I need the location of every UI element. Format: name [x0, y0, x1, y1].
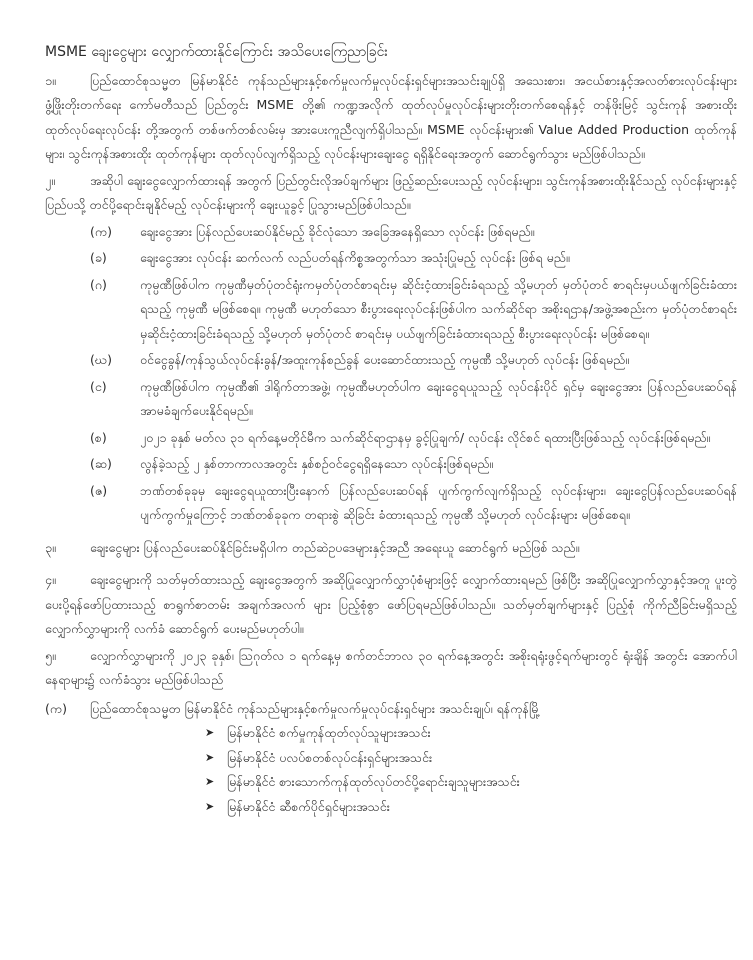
- paragraph-number: ၅။: [45, 647, 56, 663]
- paragraph-text: အဆိုပါ ချေးငွေလျှောက်ထားရန် အတွက် ပြည်တွင်းလိုအပ်ချက်များ ဖြည့်ဆည်းပေးသည့် လုပ်ငန်းများ၊ သွင်းကုန်အစားထိုးနိုင်သည့် လုပ်ငန်းများနှင့် ပြည်ပသို့ တင်ပို့ရောင်းချနိုင်မည့် လုပ်ငန်းများကို ချေးယူခွင့် ပြုသွားမည်ဖြစ်ပါသည်။: [45, 172, 737, 212]
- paragraph-5: [45, 644, 737, 693]
- criteria-text: ချေးငွေအား လုပ်ငန်း ဆက်လက် လည်ပတ်ရန်ကိစ္စအတွက်သာ အသုံးပြုမည့် လုပ်ငန်း ဖြစ်ရ မည်။: [140, 250, 570, 265]
- criteria-label: (ဇ): [90, 482, 108, 498]
- paragraph-2: [45, 169, 737, 218]
- criteria-text: ဘဏ်တစ်ခုခုမှ ချေးငွေရယူထားပြီးနောက် ပြန်လည်ပေးဆပ်ရန် ပျက်ကွက်လျက်ရှိသည့် လုပ်ငန်းများ၊ ချေးငွေပြန်လည်ပေးဆပ်ရန် ပျက်ကွက်မှုကြောင့် ဘဏ်တစ်ခုခုက တရားစွဲ ဆိုခြင်း ခံထားရသည့် ကုမ္ပဏီ သို့မဟုတ် လုပ်ငန်းများ မဖြစ်စေရ။: [140, 482, 737, 522]
- document-title: MSME ချေးငွေများ လျှောက်ထားနိုင်ကြောင်း အသိပေးကြေညာခြင်း: [45, 44, 388, 60]
- criteria-item: [45, 246, 737, 271]
- paragraph-number: ၁။: [45, 72, 56, 88]
- arrowhead-bullet-icon: ➤: [205, 726, 215, 739]
- announcement-document: [45, 40, 737, 819]
- location-main: [45, 697, 737, 722]
- location-item: [205, 795, 737, 820]
- location-item-text: မြန်မာနိုင်ငံ စားသောက်ကုန်ထုတ်လုပ်တင်ပို့ရောင်းချသူများအသင်း: [227, 774, 520, 789]
- criteria-item: [45, 479, 737, 528]
- paragraph-text: ပြည်ထောင်စုသမ္မတ မြန်မာနိုင်ငံ ကုန်သည်များနှင့်စက်မှုလက်မှုလုပ်ငန်းရှင်များအသင်းချုပ်ရှိ အသေးစား၊ အငယ်စားနှင့်အလတ်စားလုပ်ငန်းများ ဖွံ့ဖြိုးတိုးတက်ရေး ကော်မတီသည် ပြည်တွင်း MSME တို့၏ ကဏ္ဍအလိုက် ထုတ်လုပ်မှုလုပ်ငန်းများတိုးတက်စေရန်နှင့် တန်ဖိုးမြင့် သွင်းကုန် အစားထိုး ထုတ်လုပ်ရေးလုပ်ငန်း တို့အတွက် တစ်ဖက်တစ်လမ်းမှ အားပေးကူညီလျက်ရှိပါသည်။ MSME လုပ်ငန်းများ၏ Value Added Production ထုတ်ကုန်များ၊ သွင်းကုန်အစားထိုး ထုတ်ကုန်များ ထုတ်လုပ်လျက်ရှိသည့် လုပ်ငန်းများချေးငွေ ရရှိနိုင်ရေးအတွက် ဆောင်ရွက်သွား မည်ဖြစ်ပါသည်။: [45, 72, 737, 161]
- location-item: [205, 770, 737, 795]
- paragraph-4: [45, 568, 737, 642]
- paragraph-text: လျှောက်လွှာများကို ၂၀၂၃ ခုနှစ်၊ ဩဂုတ်လ ၁ ရက်နေ့မှ စက်တင်ဘာလ ၃၀ ရက်နေ့အတွင်း အစိုးရရုံးဖွင့်ရက်များတွင် ရုံးချိန် အတွင်း အောက်ပါနေရာများ၌ လက်ခံသွား မည်ဖြစ်ပါသည်: [45, 647, 737, 687]
- paragraph-1: [45, 69, 737, 167]
- criteria-label: (က): [90, 223, 112, 239]
- location-text: ပြည်ထောင်စုသမ္မတ မြန်မာနိုင်ငံ ကုန်သည်များနှင့်စက်မှုလက်မှုလုပ်ငန်းရှင်များ အသင်းချုပ်၊ ရန်ကုန်မြို့: [90, 700, 541, 716]
- location-item-text: မြန်မာနိုင်ငံ စက်မှုကုန်ထုတ်လုပ်သူများအသင်း: [227, 725, 431, 740]
- paragraph-number: ၂။: [45, 172, 55, 188]
- paragraph-number: ၄။: [45, 572, 56, 587]
- criteria-item: [45, 220, 737, 245]
- criteria-text: လွန်ခဲ့သည့် ၂ နှစ်တာကာလအတွင်း နှစ်စဉ်ဝင်ငွေရရှိနေသော လုပ်ငန်းဖြစ်ရမည်။: [140, 456, 494, 471]
- criteria-label: (ဆ): [90, 456, 112, 471]
- location-list: [45, 721, 737, 819]
- criteria-item: [45, 426, 737, 451]
- arrowhead-bullet-icon: ➤: [205, 775, 215, 788]
- arrowhead-bullet-icon: ➤: [205, 799, 215, 813]
- criteria-item: [45, 375, 737, 424]
- criteria-item: [45, 452, 737, 477]
- criteria-label: (စ): [90, 429, 107, 445]
- criteria-text: ကုမ္ပဏီဖြစ်ပါက ကုမ္ပဏီ၏ ဒါရိုက်တာအဖွဲ့၊ ကုမ္ပဏီမဟုတ်ပါက ချေးငွေရယူသည့် လုပ်ငန်းပိုင် ရှင်မှ ချေးငွေအား ပြန်လည်ပေးဆပ်ရန် အာမခံချက်ပေးနိုင်ရမည်။: [140, 378, 737, 418]
- criteria-label: (ဂ): [90, 276, 107, 292]
- criteria-label: (ဃ): [90, 352, 112, 367]
- criteria-text: ချေးငွေအား ပြန်လည်ပေးဆပ်နိုင်မည့် ခိုင်လုံသော အခြေအနေရှိသော လုပ်ငန်း ဖြစ်ရမည်။: [140, 223, 535, 239]
- paragraph-3: [45, 536, 737, 561]
- paragraph-text: ချေးငွေများကို သတ်မှတ်ထားသည့် ချေးငွေအတွက် အဆိုပြုလျှောက်လွှာပုံစံများဖြင့် လျှောက်ထားရမည် ဖြစ်ပြီး အဆိုပြုလျှောက်လွှာနှင့်အတူ ပူးတွဲပေးပို့ရန်ဖော်ပြထားသည့် စာရွက်စာတမ်း အချက်အလက် များ ပြည့်စုံစွာ ဖော်ပြရမည်ဖြစ်ပါသည်။ သတ်မှတ်ချက်များနှင့် ပြည့်စုံ ကိုက်ညီခြင်းမရှိသည့် လျှောက်လွှာများကို လက်ခံ ဆောင်ရွက် ပေးမည်မဟုတ်ပါ။: [45, 572, 737, 636]
- location-label: (က): [45, 700, 67, 716]
- criteria-item: [45, 348, 737, 373]
- paragraph-text: ချေးငွေများ ပြန်လည်ပေးဆပ်နိုင်ခြင်းမရှိပါက တည်ဆဲဥပဒေများနှင့်အညီ အရေးယူ ဆောင်ရွက် မည်ဖြစ် သည်။: [90, 539, 580, 555]
- location-item-text: မြန်မာနိုင်ငံ ဆီစက်ပိုင်ရှင်များအသင်း: [227, 798, 390, 814]
- arrowhead-bullet-icon: ➤: [205, 750, 215, 764]
- criteria-label: (င): [90, 378, 107, 394]
- criteria-list: [45, 220, 737, 528]
- criteria-item: [45, 273, 737, 347]
- criteria-text: ၂၀၂၁ ခုနှစ် မတ်လ ၃၁ ရက်နေ့မတိုင်မီက သက်ဆိုင်ရာဌာနမှ ခွင့်ပြုချက်/ လုပ်ငန်း လိုင်စင် ရထားပြီးဖြစ်သည့် လုပ်ငန်းဖြစ်ရမည်။: [140, 429, 711, 445]
- location-item: [205, 746, 737, 771]
- paragraph-number: ၃။: [45, 539, 56, 555]
- location-item-text: မြန်မာနိုင်ငံ ပလပ်စတစ်လုပ်ငန်းရှင်များအသင်း: [227, 749, 433, 765]
- criteria-text: ဝင်ငွေခွန်/ကုန်သွယ်လုပ်ငန်းခွန်/အထူးကုန်စည်ခွန် ပေးဆောင်ထားသည့် ကုမ္ပဏီ သို့မဟုတ် လုပ်ငန်း ဖြစ်ရမည်။: [140, 352, 629, 367]
- location-item: [205, 721, 737, 746]
- criteria-label: (ခ): [90, 250, 107, 265]
- criteria-text: ကုမ္ပဏီဖြစ်ပါက ကုမ္ပဏီမှတ်ပုံတင်ရုံးကမှတ်ပုံတင်စာရင်းမှ ဆိုင်းငံ့ထားခြင်းခံရသည့် သို့မဟုတ် မှတ်ပုံတင် စာရင်းမှပယ်ဖျက်ခြင်းခံထားရသည့် ကုမ္ပဏီ မဖြစ်စေရ။ ကုမ္ပဏီ မဟုတ်သော စီးပွားရေးလုပ်ငန်းဖြစ်ပါက သက်ဆိုင်ရာ အစိုးရဌာန/အဖွဲ့အစည်းက မှတ်ပုံတင်စာရင်းမှဆိုင်းငံ့ထားခြင်းခံရသည့် သို့မဟုတ် မှတ်ပုံတင် စာရင်းမှ ပယ်ဖျက်ခြင်းခံထားရသည့် စီးပွားရေးလုပ်ငန်း မဖြစ်စေရ။: [140, 276, 737, 341]
